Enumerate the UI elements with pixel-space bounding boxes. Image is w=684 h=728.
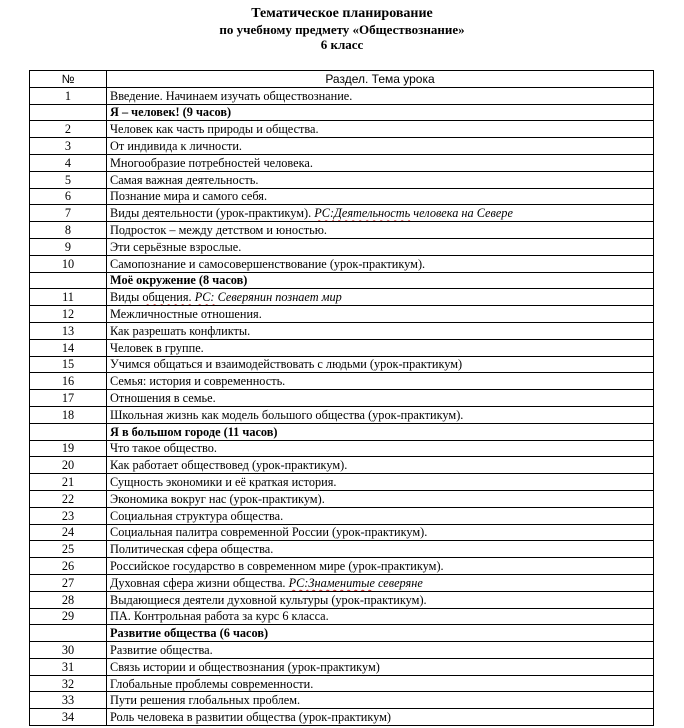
lesson-topic [107, 356, 654, 373]
table-row [30, 541, 654, 558]
regional-component-text: человека на Севере [410, 206, 513, 221]
lesson-number: 16 [30, 373, 107, 390]
lesson-topic-text: Сущность экономики и её краткая история. [110, 475, 337, 490]
lesson-number: 11 [30, 289, 107, 306]
lesson-topic-text: Познание мира и самого себя. [110, 189, 268, 204]
table-row [30, 306, 654, 323]
table-row [30, 440, 654, 457]
lesson-topic [107, 289, 654, 306]
lesson-number: 7 [30, 205, 107, 222]
lesson-topic [107, 524, 654, 541]
lesson-topic [107, 658, 654, 675]
lesson-topic [107, 238, 654, 255]
document-subtitle: по учебному предмету «Обществознание» [219, 22, 465, 37]
table-row [30, 406, 654, 423]
table-row [30, 591, 654, 608]
lesson-topic [107, 138, 654, 155]
lesson-topic [107, 390, 654, 407]
lesson-number [30, 104, 107, 121]
lesson-topic-text: От индивида к личности. [110, 139, 242, 154]
lesson-topic [107, 306, 654, 323]
table-row [30, 238, 654, 255]
lesson-topic [107, 490, 654, 507]
lesson-topic-text: Связь истории и обществознания (урок-практикум) [110, 659, 380, 674]
section-title: Моё окружение (8 часов) [107, 272, 654, 289]
lesson-number: 5 [30, 171, 107, 188]
lesson-topic-text: Многообразие потребностей человека. [110, 155, 313, 170]
lesson-number: 14 [30, 339, 107, 356]
spellcheck-word: общения. [142, 290, 192, 305]
lesson-topic-text: Глобальные проблемы современности. [110, 676, 314, 691]
lesson-number: 27 [30, 574, 107, 591]
lesson-topic [107, 474, 654, 491]
document-grade: 6 класс [320, 37, 364, 52]
lesson-number: 32 [30, 675, 107, 692]
table-row [30, 474, 654, 491]
lesson-number: 34 [30, 709, 107, 726]
section-title: Я в большом городе (11 часов) [107, 423, 654, 440]
table-row [30, 138, 654, 155]
lesson-number: 8 [30, 222, 107, 239]
lesson-number: 28 [30, 591, 107, 608]
table-row [30, 507, 654, 524]
section-title: Развитие общества (6 часов) [107, 625, 654, 642]
table-row [30, 390, 654, 407]
lesson-topic [107, 188, 654, 205]
lesson-topic [107, 692, 654, 709]
lesson-topic [107, 222, 654, 239]
lesson-topic-text: Духовная сфера жизни общества. [110, 575, 286, 590]
lesson-topic [107, 339, 654, 356]
lesson-number: 15 [30, 356, 107, 373]
lesson-topic-text: Пути решения глобальных проблем. [110, 693, 301, 708]
table-row [30, 255, 654, 272]
lesson-topic-text: Самая важная деятельность. [110, 172, 259, 187]
document-title: Тематическое планирование [251, 6, 433, 21]
table-row [30, 658, 654, 675]
lesson-number: 29 [30, 608, 107, 625]
lesson-topic-text: Семья: история и современность. [110, 374, 286, 389]
column-header-number: № [30, 71, 107, 88]
lesson-number: 17 [30, 390, 107, 407]
lesson-number: 22 [30, 490, 107, 507]
lesson-topic-text: Введение. Начинаем изучать обществознание. [110, 88, 353, 103]
table-row [30, 457, 654, 474]
table-row [30, 373, 654, 390]
lesson-topic-text: Виды [110, 290, 140, 305]
lesson-number: 26 [30, 558, 107, 575]
lesson-number: 19 [30, 440, 107, 457]
lesson-number: 2 [30, 121, 107, 138]
lesson-topic-text: Политическая сфера общества. [110, 542, 274, 557]
lesson-topic-text: Школьная жизнь как модель большого общества (урок-практикум). [110, 407, 464, 422]
lesson-number [30, 272, 107, 289]
lesson-topic [107, 457, 654, 474]
lesson-number: 21 [30, 474, 107, 491]
regional-component-prefix: РС: [314, 206, 335, 221]
lesson-topic [107, 709, 654, 726]
table-row [30, 121, 654, 138]
table-row [30, 608, 654, 625]
lesson-topic [107, 154, 654, 171]
lesson-number: 20 [30, 457, 107, 474]
table-row [30, 558, 654, 575]
lesson-number: 33 [30, 692, 107, 709]
regional-component-note [195, 290, 342, 304]
regional-component-note [289, 576, 423, 590]
regional-component-text: Северянин познает мир [214, 290, 342, 305]
lesson-topic-text: Подросток – между детством и юностью. [110, 223, 327, 238]
lesson-topic-text: ПА. Контрольная работа за курс 6 класса. [110, 609, 329, 624]
lesson-topic-text: Российское государство в современном мире (урок-практикум). [110, 559, 444, 573]
lesson-topic [107, 121, 654, 138]
lesson-number: 3 [30, 138, 107, 155]
lesson-topic-text: Учимся общаться и взаимодействовать с людьми (урок-практикум) [110, 357, 463, 372]
lesson-topic-text: Эти серьёзные взрослые. [110, 239, 242, 254]
lesson-topic-text: Экономика вокруг нас (урок-практикум). [110, 491, 325, 506]
table-header-row [30, 71, 654, 88]
lesson-number: 31 [30, 658, 107, 675]
table-row [30, 692, 654, 709]
lesson-topic [107, 507, 654, 524]
lesson-topic [107, 440, 654, 457]
lesson-number: 10 [30, 255, 107, 272]
regional-component-prefix: РС: [288, 575, 309, 590]
lesson-number: 18 [30, 406, 107, 423]
lesson-number: 30 [30, 642, 107, 659]
table-row [30, 154, 654, 171]
section-title: Я – человек! (9 часов) [107, 104, 654, 121]
lesson-topic [107, 541, 654, 558]
lesson-topic-text: Как разрешать конфликты. [110, 323, 251, 338]
lesson-number [30, 423, 107, 440]
lesson-topic [107, 675, 654, 692]
lesson-topic-text: Как работает обществовед (урок-практикум). [110, 458, 348, 473]
lesson-topic-text: Что такое общество. [110, 441, 218, 456]
column-header-topic: Раздел. Тема урока [107, 71, 654, 88]
lesson-topic-text: Межличностные отношения. [110, 307, 262, 322]
lesson-topic [107, 171, 654, 188]
table-row [30, 339, 654, 356]
lesson-topic-text: Человек в группе. [110, 340, 204, 355]
table-row [30, 574, 654, 591]
spellcheck-word: Знаменитые [308, 575, 375, 590]
lesson-number: 25 [30, 541, 107, 558]
lesson-topic [107, 406, 654, 423]
lesson-topic [107, 322, 654, 339]
regional-component-note [314, 206, 513, 220]
lesson-topic [107, 373, 654, 390]
lesson-number [30, 625, 107, 642]
lesson-topic [107, 591, 654, 608]
lesson-topic [107, 574, 654, 591]
lesson-plan-table [29, 70, 654, 726]
section-row [30, 423, 654, 440]
section-row [30, 104, 654, 121]
table-row [30, 642, 654, 659]
table-row [30, 289, 654, 306]
table-row [30, 675, 654, 692]
lesson-topic-text: Социальная структура общества. [110, 508, 284, 523]
lesson-number: 13 [30, 322, 107, 339]
table-row [30, 322, 654, 339]
lesson-topic [107, 642, 654, 659]
regional-component-text: северяне [374, 575, 423, 590]
table-row [30, 171, 654, 188]
lesson-topic [107, 255, 654, 272]
lesson-topic-text: Виды деятельности (урок-практикум). [110, 206, 312, 221]
table-row [30, 524, 654, 541]
table-row [30, 222, 654, 239]
lesson-topic [107, 205, 654, 222]
lesson-topic [107, 558, 654, 575]
regional-component-prefix: РС: [194, 290, 215, 305]
lesson-topic-text: Роль человека в развитии общества (урок-практикум) [110, 710, 391, 725]
lesson-number: 6 [30, 188, 107, 205]
lesson-number: 23 [30, 507, 107, 524]
spellcheck-word: Деятельность [334, 206, 411, 221]
lesson-topic-text: Социальная палитра современной России (урок-практикум). [110, 525, 428, 540]
table-row [30, 87, 654, 104]
lesson-topic-text: Самопознание и самосовершенствование (урок-практикум). [110, 256, 426, 271]
lesson-topic-text: Отношения в семье. [110, 391, 216, 406]
lesson-topic [107, 608, 654, 625]
table-row [30, 188, 654, 205]
section-row [30, 625, 654, 642]
lesson-topic-text: Выдающиеся деятели духовной культуры (урок-практикум). [110, 592, 427, 607]
table-row [30, 490, 654, 507]
lesson-topic [107, 87, 654, 104]
lesson-number: 1 [30, 87, 107, 104]
lesson-number: 4 [30, 154, 107, 171]
lesson-topic-text: Развитие общества. [110, 642, 213, 657]
lesson-number: 9 [30, 238, 107, 255]
lesson-topic-text: Человек как часть природы и общества. [110, 122, 319, 137]
table-row [30, 709, 654, 726]
table-row [30, 205, 654, 222]
lesson-number: 12 [30, 306, 107, 323]
document-header [0, 6, 684, 52]
lesson-number: 24 [30, 524, 107, 541]
table-row [30, 356, 654, 373]
section-row [30, 272, 654, 289]
